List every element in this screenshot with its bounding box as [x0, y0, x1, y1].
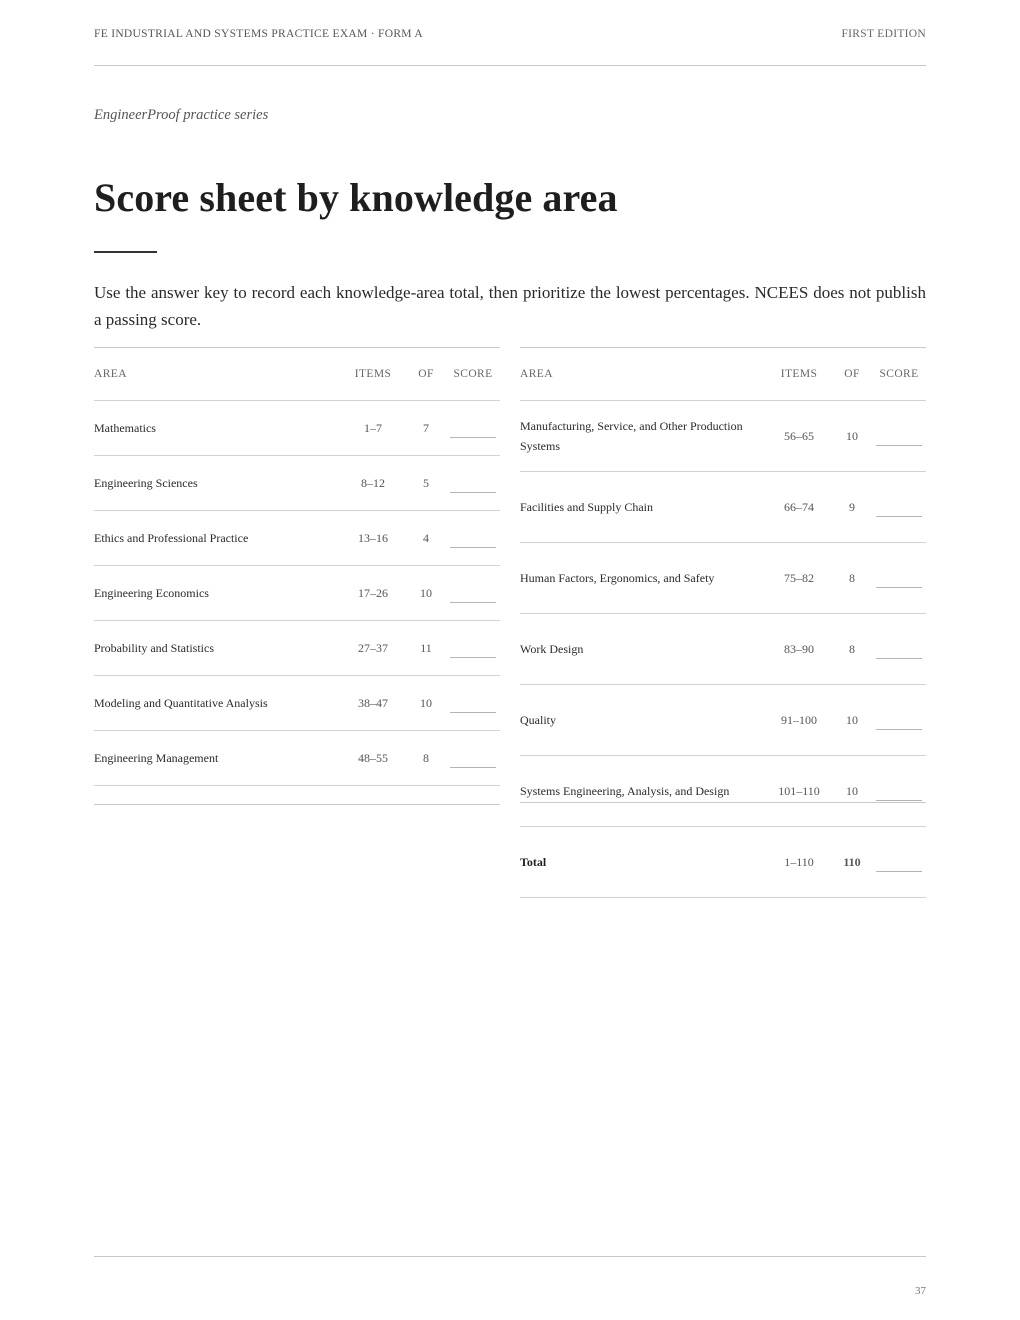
- item-range: 1–7: [340, 401, 406, 456]
- score-blank[interactable]: [450, 767, 496, 768]
- header-divider: [94, 65, 926, 66]
- score-cell: [872, 401, 926, 472]
- score-blank[interactable]: [876, 658, 922, 659]
- table-row: [94, 511, 500, 566]
- item-count: 10: [406, 566, 446, 621]
- score-blank[interactable]: [450, 547, 496, 548]
- item-range: 27–37: [340, 621, 406, 676]
- score-cell: [872, 472, 926, 543]
- table-header-row: [94, 348, 500, 401]
- table-row: [520, 472, 926, 543]
- column-header-area: AREA: [520, 348, 766, 401]
- column-header-score: SCORE: [872, 348, 926, 401]
- score-cell: [872, 827, 926, 898]
- area-name: Engineering Management: [94, 731, 340, 786]
- table-row: [94, 731, 500, 786]
- score-table-right: [520, 347, 926, 898]
- column-header-of: OF: [832, 348, 872, 401]
- item-count: 4: [406, 511, 446, 566]
- page: [94, 0, 926, 1320]
- item-count: 10: [832, 685, 872, 756]
- total-item-count: 110: [832, 827, 872, 898]
- score-table-left: [94, 347, 500, 786]
- score-cell: [446, 621, 500, 676]
- table-row: [94, 401, 500, 456]
- series-label: EngineerProof practice series: [94, 107, 269, 123]
- score-cell: [446, 676, 500, 731]
- title-underline: [94, 251, 157, 253]
- item-count: 10: [832, 756, 872, 827]
- area-name: Modeling and Quantitative Analysis: [94, 676, 340, 731]
- score-blank[interactable]: [450, 657, 496, 658]
- page-number: 37: [915, 1285, 926, 1297]
- area-name: Probability and Statistics: [94, 621, 340, 676]
- score-cell: [446, 731, 500, 786]
- column-header-items: ITEMS: [766, 348, 832, 401]
- item-range: 13–16: [340, 511, 406, 566]
- score-blank[interactable]: [876, 800, 922, 801]
- item-count: 10: [406, 676, 446, 731]
- item-range: 48–55: [340, 731, 406, 786]
- score-cell: [872, 756, 926, 827]
- area-name: Mathematics: [94, 401, 340, 456]
- score-blank[interactable]: [450, 602, 496, 603]
- table-row: [94, 621, 500, 676]
- area-name: Ethics and Professional Practice: [94, 511, 340, 566]
- total-row: [520, 827, 926, 898]
- score-cell: [872, 543, 926, 614]
- score-cell: [446, 456, 500, 511]
- item-count: 8: [832, 543, 872, 614]
- item-range: 91–100: [766, 685, 832, 756]
- score-blank[interactable]: [450, 712, 496, 713]
- column-header-items: ITEMS: [340, 348, 406, 401]
- table-row: [520, 614, 926, 685]
- item-count: 8: [832, 614, 872, 685]
- column-header-of: OF: [406, 348, 446, 401]
- table-row: [94, 676, 500, 731]
- item-range: 83–90: [766, 614, 832, 685]
- table-end-rule: [520, 802, 926, 803]
- item-range: 56–65: [766, 401, 832, 472]
- column-header-score: SCORE: [446, 348, 500, 401]
- table-row: [520, 685, 926, 756]
- score-cell: [872, 614, 926, 685]
- total-label: Total: [520, 827, 766, 898]
- score-blank[interactable]: [450, 437, 496, 438]
- table-end-rule: [94, 804, 500, 805]
- area-name: Systems Engineering, Analysis, and Design: [520, 756, 766, 827]
- area-name: Engineering Sciences: [94, 456, 340, 511]
- area-name: Manufacturing, Service, and Other Production Systems: [520, 401, 766, 472]
- score-cell: [446, 566, 500, 621]
- item-count: 5: [406, 456, 446, 511]
- score-blank[interactable]: [876, 587, 922, 588]
- area-name: Facilities and Supply Chain: [520, 472, 766, 543]
- area-name: Quality: [520, 685, 766, 756]
- score-cell: [446, 511, 500, 566]
- item-count: 11: [406, 621, 446, 676]
- item-count: 7: [406, 401, 446, 456]
- running-head-title: FE INDUSTRIAL AND SYSTEMS PRACTICE EXAM · FORM A: [94, 28, 423, 40]
- column-header-area: AREA: [94, 348, 340, 401]
- table-row: [520, 543, 926, 614]
- item-range: 38–47: [340, 676, 406, 731]
- item-count: 9: [832, 472, 872, 543]
- item-range: 66–74: [766, 472, 832, 543]
- table-header-row: [520, 348, 926, 401]
- score-blank[interactable]: [876, 729, 922, 730]
- item-range: 8–12: [340, 456, 406, 511]
- item-range: 75–82: [766, 543, 832, 614]
- area-name: Engineering Economics: [94, 566, 340, 621]
- running-head: [94, 28, 926, 42]
- item-range: 101–110: [766, 756, 832, 827]
- table-row: [94, 566, 500, 621]
- score-blank[interactable]: [876, 516, 922, 517]
- score-cell: [446, 401, 500, 456]
- total-item-range: 1–110: [766, 827, 832, 898]
- intro-paragraph: Use the answer key to record each knowledge-area total, then prioritize the lowest percentages. NCEES does not publish a passing score.: [94, 283, 926, 329]
- item-range: 17–26: [340, 566, 406, 621]
- item-count: 8: [406, 731, 446, 786]
- score-blank[interactable]: [876, 445, 922, 446]
- table-row: [94, 456, 500, 511]
- area-name: Human Factors, Ergonomics, and Safety: [520, 543, 766, 614]
- footer-divider: [94, 1256, 926, 1257]
- score-cell: [872, 685, 926, 756]
- table-row: [520, 756, 926, 827]
- table-row: [520, 401, 926, 472]
- score-blank[interactable]: [450, 492, 496, 493]
- page-title: Score sheet by knowledge area: [94, 175, 618, 220]
- item-count: 10: [832, 401, 872, 472]
- edition-label: FIRST EDITION: [841, 28, 926, 40]
- area-name: Work Design: [520, 614, 766, 685]
- total-score-blank[interactable]: [876, 871, 922, 872]
